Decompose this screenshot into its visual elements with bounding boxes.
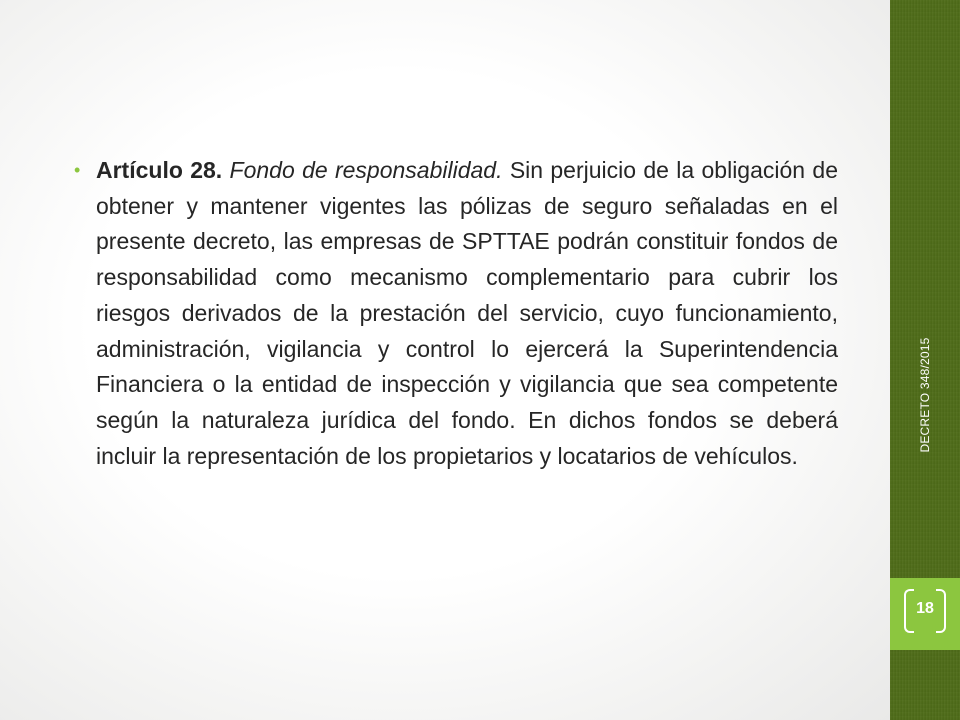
article-title: Fondo de responsabilidad. (229, 157, 503, 183)
article-paragraph (72, 153, 838, 474)
right-bracket-icon (936, 589, 946, 633)
footer-text: DECRETO 348/2015 (918, 337, 932, 453)
slide-number: 18 (916, 600, 934, 617)
article-number: Artículo 28. (96, 157, 223, 183)
article-body: Sin perjuicio de la obligación de obtener y mantener vigentes las pólizas de seguro señaladas en el presente decreto, las empresas de SPTTAE podrán constituir fondos de responsabilidad como mecanismo complementario para cubrir los riesgos derivados de la prestación del servicio, cuyo funcionamiento, administración, vigilancia y control lo ejercerá la Superintendencia Financiera o la entidad de inspección y vigilancia que sea competente según la naturaleza jurídica del fondo. En dichos fondos se deberá incluir la representación de los propietarios y locatarios de vehículos. (96, 157, 838, 469)
body-text-list (72, 153, 838, 474)
slide-number-box (890, 578, 960, 650)
bullet-icon: • (74, 160, 81, 180)
